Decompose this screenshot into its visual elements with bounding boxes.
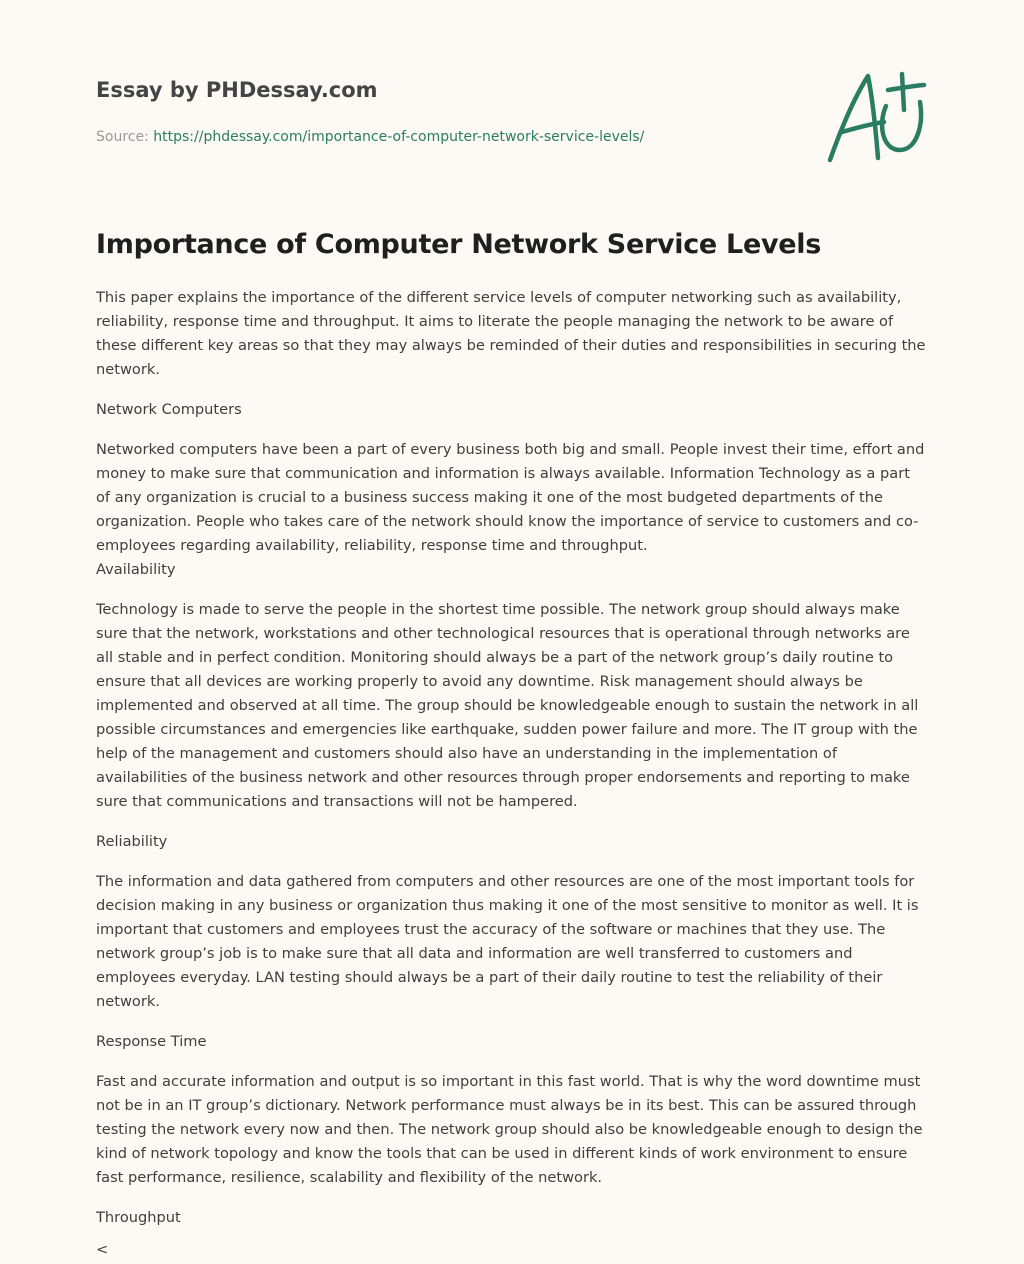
section-heading: Availability: [96, 561, 176, 578]
section-heading: Reliability: [96, 833, 168, 850]
source-line: [96, 128, 796, 146]
intro-paragraph: This paper explains the importance of the different service levels of computer networking such as availability, reliability, response time and throughput. It aims to literate the people managing the network to be aware of these different key areas so that they may always be reminded of their duties and responsibilities in securing the network.: [96, 289, 926, 378]
source-link[interactable]: https://phdessay.com/importance-of-computer-network-service-levels/: [153, 129, 645, 145]
section-heading: Response Time: [96, 1033, 207, 1050]
section-body: Fast and accurate information and output is so important in this fast world. That is why the word downtime must not be in an IT group’s dictionary. Network performance must always be in its best. This can be assured through testing the network every now and then. The network group should also be knowledgeable enough to design the kind of network topology and know the tools that can be used in different kinds of work environment to ensure fast performance, resilience, scalability and flexibility of the network.: [96, 1073, 923, 1186]
section-body: Networked computers have been a part of every business both big and small. People invest their time, effort and money to make sure that communication and information is always available. Information Technology as a part of any organization is crucial to a business success making it one of the most budgeted departments of the organization. People who takes care of the network should know the importance of service to customers and co-employees regarding availability, reliability, response time and throughput.: [96, 441, 925, 554]
article: [96, 226, 926, 1262]
section-heading: Network Computers: [96, 401, 242, 418]
section-body: Technology is made to serve the people in the shortest time possible. The network group should always make sure that the network, workstations and other technological resources that is operational through networks are all stable and in perfect condition. Monitoring should always be a part of the network group’s daily routine to ensure that all devices are working properly to avoid any downtime. Risk management should always be implemented and observed at all time. The group should be knowledgeable enough to sustain the network in all possible circumstances and emergencies like earthquake, sudden power failure and more. The IT group with the help of the management and customers should also have an understanding in the implementation of availabilities of the business network and other resources through proper endorsements and reporting to make sure that communications and transactions will not be hampered.: [96, 601, 919, 810]
a-plus-logo-icon: [820, 66, 930, 166]
page-title: Importance of Computer Network Service Levels: [96, 229, 821, 260]
section-body: <: [96, 1241, 109, 1258]
section-body: The information and data gathered from computers and other resources are one of the most important tools for decision making in any business or organization thus making it one of the most sensitive to monitor as well. It is important that customers and employees trust the accuracy of the software or machines that they use. The network group’s job is to make sure that all data and information are well transferred to customers and employees everyday. LAN testing should always be a part of their daily routine to test the reliability of their network.: [96, 873, 919, 1010]
brand-title: Essay by PHDessay.com: [96, 78, 378, 102]
header: [96, 76, 796, 146]
source-label: Source:: [96, 129, 149, 145]
section-heading: Throughput: [96, 1209, 181, 1226]
